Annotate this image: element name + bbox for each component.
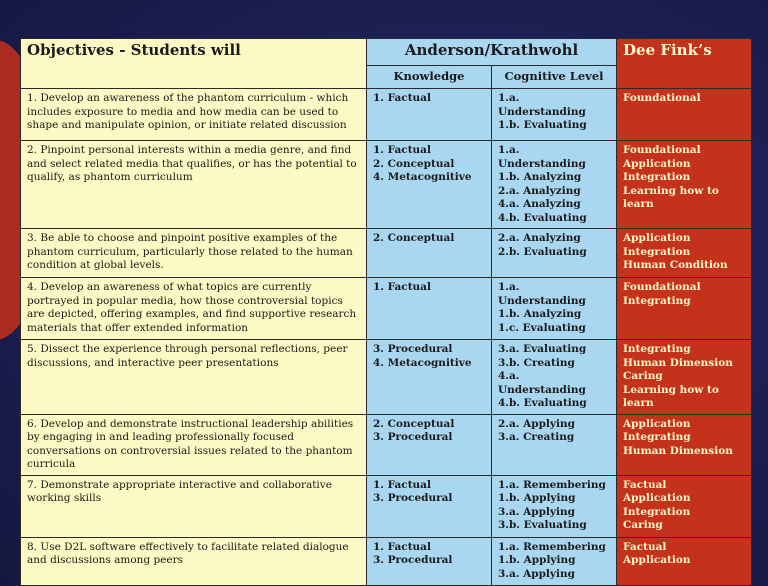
list-item: 3.b. Creating	[498, 356, 575, 369]
list-item: Learning how to learn	[623, 184, 719, 210]
list-item: Integrating	[623, 343, 691, 355]
list-item: 3.b. Evaluating	[498, 519, 587, 531]
list-item: 1.a. Understanding	[498, 92, 586, 118]
list-item: 1. Factual	[373, 92, 431, 104]
list-item: Learning how to learn	[623, 383, 719, 409]
list-item: Application	[623, 554, 691, 566]
cognitive-level-cell	[492, 278, 617, 340]
objective-cell: 7. Demonstrate appropriate interactive and collaborative working skills	[21, 475, 367, 537]
list-item: Factual	[623, 540, 667, 553]
list-item: 4.b. Evaluating	[498, 211, 587, 224]
list-item: 2. Conceptual	[373, 157, 455, 170]
list-item: 2.a. Analyzing	[498, 232, 581, 244]
list-item: 1.c. Evaluating	[498, 321, 586, 334]
objective-cell: 3. Be able to choose and pinpoint positive examples of the phantom curriculum, particularly those related to the human condition at global levels.	[21, 229, 367, 278]
list-item: 1. Factual	[373, 540, 431, 553]
list-item: 3.a. Applying	[498, 567, 575, 580]
list-item: 3. Procedural	[373, 431, 453, 443]
list-item: 1.a. Remembering	[498, 540, 606, 553]
dee-fink-cell	[617, 475, 752, 537]
cognitive-level-cell	[492, 537, 617, 585]
list-item: 4. Metacognitive	[373, 356, 472, 369]
cognitive-level-cell	[492, 89, 617, 141]
list-item: 1.b. Analyzing	[498, 308, 582, 320]
list-item: 4. Metacognitive	[373, 171, 472, 183]
list-item: 2.b. Evaluating	[498, 245, 587, 258]
list-item: Application	[623, 157, 691, 170]
list-item: 1.a. Remembering	[498, 478, 606, 491]
table-row	[21, 475, 752, 537]
list-item: Human Dimension	[623, 356, 733, 369]
list-item: Application	[623, 492, 691, 504]
list-item: Factual	[623, 478, 667, 491]
list-item: Human Dimension	[623, 444, 733, 457]
list-item: Integrating	[623, 431, 691, 443]
list-item: 2.a. Analyzing	[498, 184, 581, 197]
cognitive-level-cell	[492, 229, 617, 278]
header-dee-fink: Dee Fink’s	[617, 39, 752, 89]
table-row	[21, 229, 752, 278]
dee-fink-cell	[617, 229, 752, 278]
list-item: 3.a. Evaluating	[498, 343, 587, 355]
list-item: 1.b. Applying	[498, 554, 576, 566]
list-item: 1. Factual	[373, 144, 431, 156]
table-row	[21, 340, 752, 415]
list-item: 2. Conceptual	[373, 232, 455, 244]
dee-fink-cell	[617, 278, 752, 340]
list-item: Foundational	[623, 144, 701, 156]
table-row	[21, 414, 752, 475]
table-row	[21, 141, 752, 229]
cognitive-level-cell	[492, 340, 617, 415]
list-item: 3. Procedural	[373, 554, 453, 566]
list-item: 2.a. Applying	[498, 417, 575, 430]
list-item: 1. Factual	[373, 281, 431, 293]
knowledge-cell	[367, 475, 492, 537]
knowledge-cell	[367, 340, 492, 415]
table-row	[21, 537, 752, 585]
list-item: Application	[623, 417, 691, 430]
header-anderson-krathwohl: Anderson/Krathwohl	[367, 39, 617, 66]
cognitive-level-cell	[492, 414, 617, 475]
knowledge-cell	[367, 537, 492, 585]
list-item: 3.a. Creating	[498, 431, 575, 443]
list-item: Integration	[623, 505, 691, 518]
list-item: 1.a. Understanding	[498, 281, 586, 307]
cognitive-level-cell	[492, 141, 617, 229]
list-item: 4.a. Analyzing	[498, 198, 581, 210]
dee-fink-cell	[617, 414, 752, 475]
knowledge-cell	[367, 414, 492, 475]
objective-cell: 8. Use D2L software effectively to facilitate related dialogue and discussions among peers	[21, 537, 367, 585]
header-objectives: Objectives - Students will	[21, 39, 367, 89]
list-item: 3. Procedural	[373, 343, 453, 355]
knowledge-cell	[367, 229, 492, 278]
list-item: Caring	[623, 519, 663, 531]
list-item: 4.a. Understanding	[498, 370, 586, 396]
objectives-table	[20, 38, 752, 586]
knowledge-cell	[367, 141, 492, 229]
list-item: Foundational	[623, 92, 701, 104]
objective-cell: 4. Develop an awareness of what topics are currently portrayed in popular media, how those controversial topics are depicted, offering examples, and find supportive research materials that offer extended information	[21, 278, 367, 340]
objective-cell: 6. Develop and demonstrate instructional leadership abilities by engaging in and leading professionally focused conversations on controversial issues related to the phantom curricula	[21, 414, 367, 475]
list-item: Foundational	[623, 281, 701, 293]
list-item: Application	[623, 232, 691, 244]
list-item: 4.b. Evaluating	[498, 397, 587, 409]
list-item: Integrating	[623, 294, 691, 307]
dee-fink-cell	[617, 89, 752, 141]
list-item: Human Condition	[623, 259, 728, 271]
list-item: Integration	[623, 171, 691, 183]
list-item: 3. Procedural	[373, 492, 453, 504]
list-item: 3.a. Applying	[498, 505, 575, 518]
objective-cell: 2. Pinpoint personal interests within a media genre, and find and select related media that qualifies, or has the potential to qualify, as phantom curriculum	[21, 141, 367, 229]
dee-fink-cell	[617, 537, 752, 585]
cognitive-level-cell	[492, 475, 617, 537]
list-item: 1. Factual	[373, 478, 431, 491]
knowledge-cell	[367, 89, 492, 141]
objective-cell: 1. Develop an awareness of the phantom curriculum - which includes exposure to media and how media can be used to shape and manipulate opinion, or initiate related discussion	[21, 89, 367, 141]
header-knowledge: Knowledge	[367, 66, 492, 89]
header-cognitive-level: Cognitive Level	[492, 66, 617, 89]
list-item: 1.a. Understanding	[498, 144, 586, 170]
dee-fink-cell	[617, 340, 752, 415]
list-item: Integration	[623, 245, 691, 258]
objective-cell: 5. Dissect the experience through personal reflections, peer discussions, and interactive peer presentations	[21, 340, 367, 415]
knowledge-cell	[367, 278, 492, 340]
list-item: 1.b. Applying	[498, 492, 576, 504]
table-row	[21, 89, 752, 141]
table-row	[21, 278, 752, 340]
list-item: 1.b. Analyzing	[498, 171, 582, 183]
dee-fink-cell	[617, 141, 752, 229]
list-item: 1.b. Evaluating	[498, 119, 587, 131]
list-item: 2. Conceptual	[373, 417, 455, 430]
list-item: Caring	[623, 370, 663, 382]
